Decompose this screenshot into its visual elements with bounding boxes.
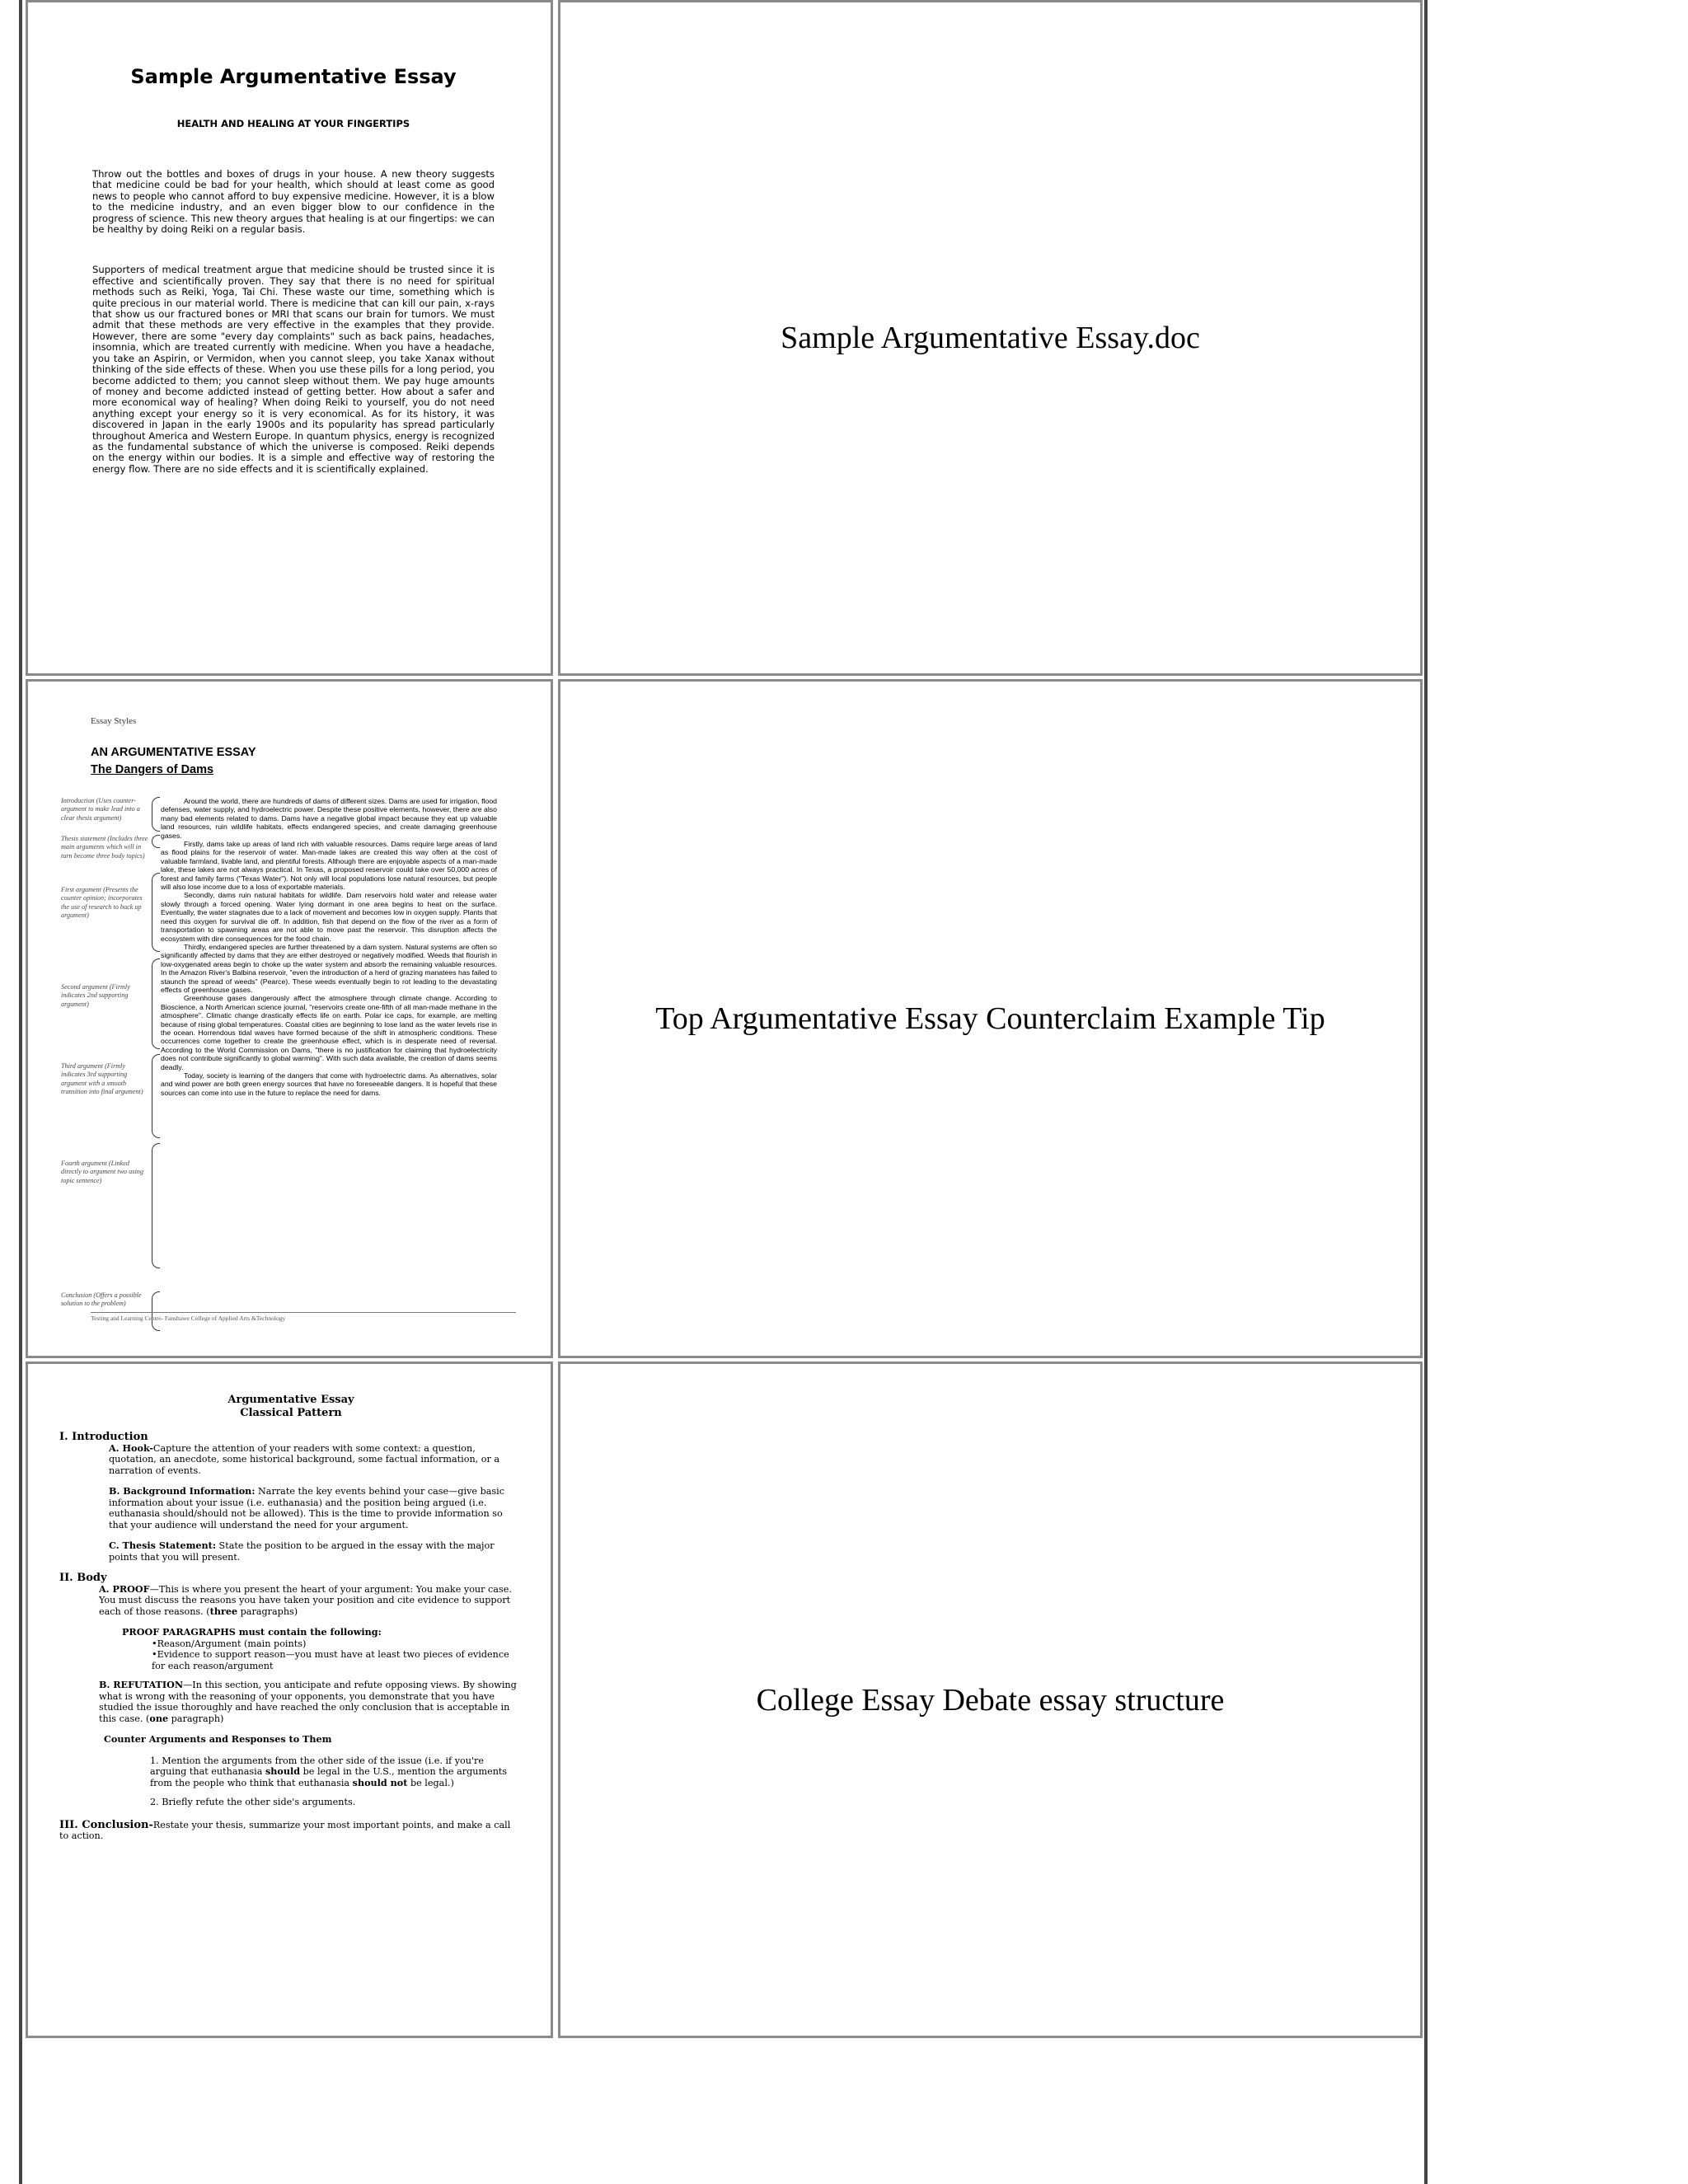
- document-title: Sample Argumentative Essay: [130, 65, 457, 88]
- brace: [152, 835, 160, 848]
- item-text: —In this section, you anticipate and refute opposing views. By showing what is wrong with the reasoning of your opponents, you demonstrate that you have studied the issue thoroughly and have reached the only conclusion that is acceptable in this case. (: [99, 1680, 517, 1724]
- page-border-right: [1424, 0, 1428, 2184]
- brace: [152, 873, 160, 952]
- caption-cell[interactable]: [558, 1361, 1423, 2038]
- margin-note: First argument (Presents the counter opinion; incorporates the use of research to back up argument): [61, 886, 143, 920]
- outline-subitem: [122, 1627, 523, 1671]
- image-grid: [26, 0, 1423, 2041]
- essay-body: [161, 797, 497, 1097]
- paragraph: Around the world, there are hundreds of dams of different sizes. Dams are used for irrigation, flood defenses, water supply, and hydroelectric power. Despite these positive elements, however, there are also many bad elements related to dams. Dams have a negative global impact because they eat up valuable land resources, ruin wildlife habitats, effects endangered species, and create damaging greenhouse gases.: [161, 797, 497, 840]
- item-text: be legal.): [407, 1777, 454, 1788]
- paragraph: Throw out the bottles and boxes of drugs in your house. A new theory suggests that medicine could be bad for your health, which should at least come as good news to people who cannot afford to buy expensive medicine. However, it is a blow to the medicine industry, and an even bigger blow to our confidence in the progress of science. This new theory argues that healing is at our fingertips: we can be healthy by doing Reiki on a regular basis.: [92, 168, 495, 236]
- counter-heading: Counter Arguments and Responses to Them: [104, 1733, 332, 1745]
- brace: [152, 958, 160, 1049]
- conclusion: [59, 1820, 523, 1842]
- numbered-item: 2. Briefly refute the other side's arguments.: [150, 1797, 356, 1807]
- thumbnail-sample-argumentative-essay[interactable]: [26, 0, 553, 676]
- subitem-heading: [104, 1734, 523, 1746]
- item-label: A. PROOF: [99, 1582, 150, 1595]
- numbered-item: [150, 1755, 523, 1789]
- margin-note: Thesis statement (Includes three main arguments which will in turn become three body topics): [61, 835, 148, 860]
- outline-item: [99, 1584, 523, 1618]
- paragraph: Secondly, dams ruin natural habitats for wildlife. Dam reservoirs hold water and release water slowly through a forced opening. Water lying dormant in one area begins to heat on the surface. Eventually, the water stagnates due to a lack of movement and becomes low in oxygen supply. Plants that need this oxygen for survival die off. In addition, fish that depend on the flow of the river as a form of transportation to spawning areas are not able to move past the reservoir. This disruption affects the ecosystem with dire consequences for the food chain.: [161, 891, 497, 943]
- grid-row: [26, 679, 1423, 1358]
- item-text: paragraph): [168, 1713, 224, 1724]
- grid-row: [26, 0, 1423, 676]
- item-label: C. Thesis Statement:: [109, 1540, 216, 1551]
- caption-cell[interactable]: [558, 679, 1423, 1358]
- document-title: [59, 1394, 523, 1420]
- item-text: State the position to be argued in the essay with the major points that you will present.: [109, 1540, 495, 1563]
- document-header: Essay Styles: [91, 716, 137, 726]
- bullet: •Evidence to support reason—you must have at least two pieces of evidence for each reason/argument: [152, 1649, 509, 1671]
- thumbnail-classical-pattern[interactable]: [26, 1361, 553, 2038]
- margin-note: Fourth argument (Linked directly to argument two using topic sentence): [61, 1160, 143, 1184]
- brace: [152, 1054, 160, 1138]
- item-emphasis: should not: [352, 1776, 408, 1788]
- brace: [152, 1291, 160, 1331]
- outline-item: [109, 1486, 523, 1530]
- image-caption-link[interactable]: Sample Argumentative Essay.doc: [781, 321, 1200, 355]
- section-heading: II. Body: [59, 1572, 107, 1584]
- item-emphasis: one: [149, 1712, 169, 1724]
- margin-note: Third argument (Firmly indicates 3rd supporting argument with a smooth transition into final argument): [61, 1062, 143, 1096]
- item-label: A. Hook-: [109, 1441, 153, 1454]
- item-text: —This is where you present the heart of your argument: You make your case. You must discuss the reasons you have taken your position and cite evidence to support each of those reasons. (: [99, 1583, 512, 1617]
- thumbnail-dangers-of-dams[interactable]: [26, 679, 553, 1358]
- page-border-left: [19, 0, 22, 2184]
- item-text: 1. Mention the arguments from the other side of the issue (i.e. if you're arguing that euthanasia: [150, 1755, 485, 1777]
- document-page: [28, 682, 553, 1358]
- margin-note: Second argument (Firmly indicates 2nd supporting argument): [61, 983, 130, 1008]
- subitem-heading: PROOF PARAGRAPHS must contain the following:: [122, 1626, 382, 1638]
- outline-item: [109, 1443, 523, 1477]
- image-caption-link[interactable]: Top Argumentative Essay Counterclaim Example Tip: [655, 1001, 1325, 1036]
- section-heading: I. Introduction: [59, 1431, 148, 1443]
- section-heading: III. Conclusion-: [59, 1818, 153, 1831]
- item-label: B. REFUTATION: [99, 1679, 184, 1690]
- paragraph: Today, society is learning of the dangers that come with hydroelectric dams. As alternatives, solar and wind power are both green energy sources that have no foreseeable dangers. It is hopeful that these sources can come into use in the future to replace the need for dams.: [161, 1071, 497, 1097]
- item-emphasis: three: [209, 1605, 238, 1617]
- document-page: [92, 65, 495, 504]
- margin-note: Conclusion (Offers a possible solution to the problem): [61, 1291, 142, 1308]
- item-text: Narrate the key events behind your case—give basic information about your issue (i.e. euthanasia) and the position being argued (i.e. euthanasia should/should not be allowed). This is the time to provide information so that your audience will understand the need for your argument.: [109, 1486, 505, 1530]
- item-emphasis: should: [265, 1765, 301, 1777]
- brace: [152, 1143, 160, 1268]
- item-text: Capture the attention of your readers with some context: a question, quotation, an anecdote, some historical background, some factual information, or a narration of events.: [109, 1442, 500, 1476]
- item-label: B. Background Information:: [109, 1485, 256, 1497]
- outline-item: [99, 1680, 523, 1724]
- footer-rule: [91, 1312, 516, 1313]
- item-text: Restate your thesis, summarize your most important points, and make a call to action.: [59, 1819, 511, 1841]
- document-subheading: The Dangers of Dams: [91, 763, 214, 776]
- paragraph: Greenhouse gases dangerously affect the atmosphere through climate change. According to Bioscience, a North American science journal, "reservoirs create one-fifth of all man-made methane in the atmosphere". Climatic change drastically effects life on earth. Polar ice caps, for example, are melting because of rising global temperatures. Coastal cities are beginning to lose land as the water levels rise in the ocean. Horrendous tidal waves have formed because of the shift in atmospheric conditions. These occurrences come together to create the greenhouse effect, which is in desperate need of reversal. According to the World Commission on Dams, "there is no justification for claiming that hydroelectricity does not contribute significantly to global warming". With such data available, the creation of dams seems deadly.: [161, 994, 497, 1071]
- document-page: [59, 1394, 523, 1842]
- caption-cell[interactable]: [558, 0, 1423, 676]
- grid-row: [26, 1361, 1423, 2038]
- image-caption-link[interactable]: College Essay Debate essay structure: [756, 1682, 1225, 1718]
- item-text: be legal in the U.S., mention the arguments from the people who think that euthanasia: [150, 1766, 508, 1788]
- paragraph: Firstly, dams take up areas of land rich with valuable resources. Dams require large areas of land as flood plains for the reservoir of water. Man-made lakes are created this way often at the cost of valuable farmland, livable land, and plentiful forests. Although there are enjoyable aspects of a man-made lake, these lakes are not always practical. In Texas, a proposed reservoir could take over 50,000 acres of forest and family farms ("Texas Water"). Not only will local populations lose natural resources, but people will also lose income due to a loss of exportable materials.: [161, 840, 497, 892]
- document-subtitle: HEALTH AND HEALING AT YOUR FINGERTIPS: [176, 118, 410, 129]
- brace: [152, 797, 160, 832]
- document-heading: AN ARGUMENTATIVE ESSAY: [91, 746, 256, 759]
- title-line: Argumentative Essay: [227, 1394, 354, 1406]
- document-footer: Testing and Learning Centre- Fanshawe College of Applied Arts &Technology: [91, 1315, 286, 1322]
- outline-item: [109, 1540, 523, 1563]
- margin-note: Introduction (Uses counter-argument to make lead into a clear thesis argument): [61, 797, 140, 822]
- bullet: •Reason/Argument (main points): [152, 1638, 307, 1649]
- paragraph: Thirdly, endangered species are further threatened by a dam system. Natural systems are often so significantly affected by dams that they are either destroyed or negatively modified. Weeds that flourish in low-oxygenated areas begin to choke up the water system and absorb the remaining valuable resources. In the Amazon River's Balbina reservoir, "even the introduction of a herd of grazing manatees has failed to staunch the spread of weeds" (Pearce). These weeds eventually begin to rot leading to the devastating effects of greenhouse gases.: [161, 942, 497, 994]
- item-text: paragraphs): [237, 1605, 298, 1617]
- margin-notes: [61, 797, 150, 1308]
- title-line: Classical Pattern: [240, 1407, 342, 1419]
- paragraph: Supporters of medical treatment argue that medicine should be trusted since it is effective and scientifically proven. They say that there is no need for spiritual methods such as Reiki, Yoga, Tai Chi. These waste our time, something which is quite precious in our material world. There is medicine that can kill our pain, x-rays that show us our fractured bones or MRI that scans our brain for tumors. We must admit that these methods are very effective in the examples that they provide. However, there are some "every day complaints" such as back pains, headaches, insomnia, which are treated currently with medicine. When you have a headache, you take an Aspirin, or Vermidon, when you cannot sleep, you take Xanax without thinking of the side effects of these. When you use these pills for a long period, you become addicted to them; you cannot sleep without them. We pay huge amounts of money and become addicted instead of getting better. How about a safer and more economical way of healing? When doing Reiki to yourself, you do not need anything except your energy so it is very economical. As for its history, it was discovered in Japan in the early 1900s and its popularity has spread particularly throughout America and Western Europe. In quantum physics, energy is recognized as the fundamental substance of which the universe is composed. Reiki depends on the energy within our bodies. It is a simple and effective way of restoring the energy flow. There are no side effects and it is scientifically explained.: [92, 264, 495, 475]
